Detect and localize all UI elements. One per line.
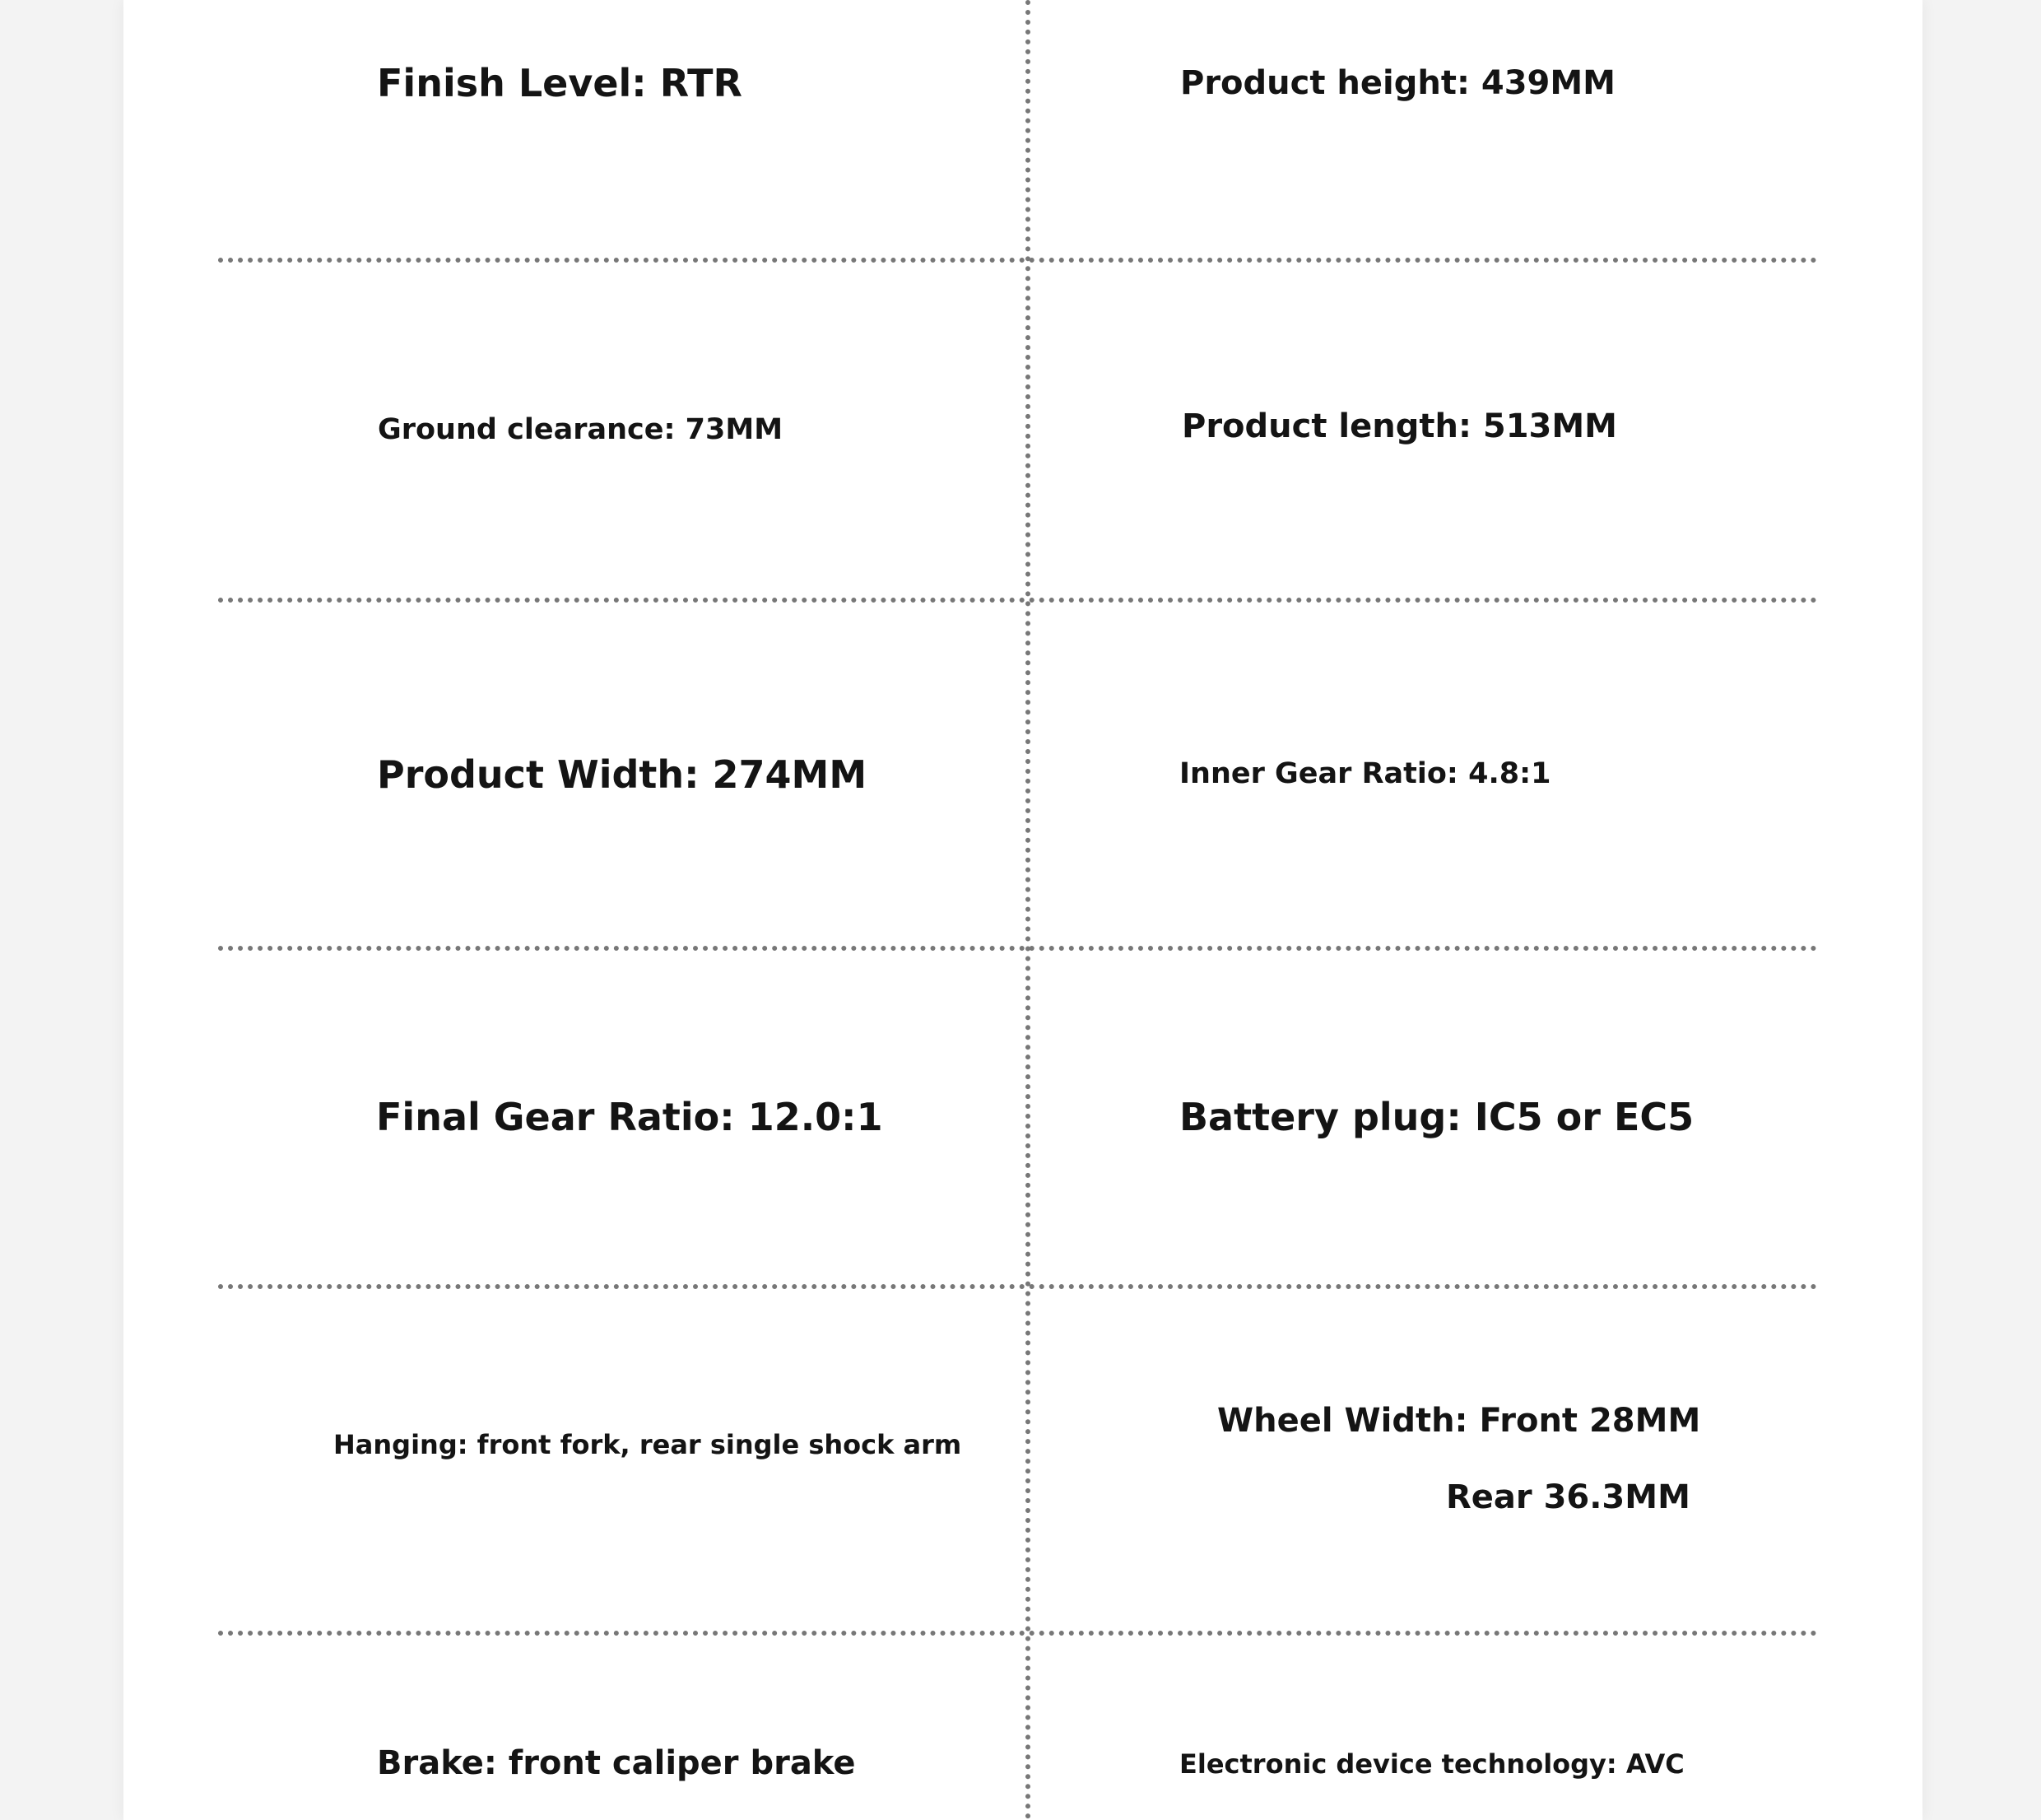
row-divider [218,258,1817,263]
row-divider [218,1284,1817,1289]
spec-product-height: Product height: 439MM [1180,64,1616,102]
row-divider [218,946,1817,951]
spec-hanging: Hanging: front fork, rear single shock arm [333,1429,962,1460]
spec-brake: Brake: front caliper brake [377,1744,856,1782]
spec-inner-gear-ratio: Inner Gear Ratio: 4.8:1 [1179,757,1551,790]
row-divider [218,1631,1817,1636]
spec-wheel-width-front: Wheel Width: Front 28MM [1217,1402,1701,1440]
spec-wheel-width-rear: Rear 36.3MM [1446,1478,1690,1516]
spec-final-gear-ratio: Final Gear Ratio: 12.0:1 [376,1095,883,1139]
spec-sheet-page [123,0,1922,1820]
spec-finish-level: Finish Level: RTR [377,61,742,105]
spec-product-width: Product Width: 274MM [377,752,867,797]
column-divider [1025,0,1030,1820]
spec-product-length: Product length: 513MM [1182,407,1617,445]
row-divider [218,598,1817,603]
spec-battery-plug: Battery plug: IC5 or EC5 [1179,1095,1695,1139]
spec-ground-clearance: Ground clearance: 73MM [378,413,783,446]
spec-electronic-device-technology: Electronic device technology: AVC [1179,1748,1685,1780]
